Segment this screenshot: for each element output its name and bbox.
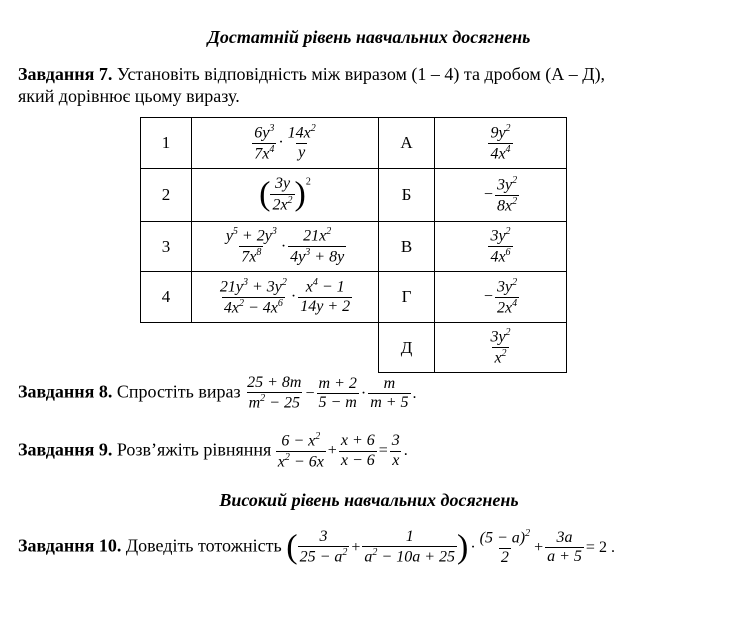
expression-2: ( $\frac{3y}{2x^2}$ )$^2$ (192, 169, 379, 222)
table-row (141, 118, 567, 169)
row-number: 2 (141, 169, 192, 222)
matching-table (140, 117, 567, 373)
task-9-label: Завдання 9. (18, 439, 113, 460)
answer-v: $\frac{3y^2}{4x^6}$ (435, 222, 567, 272)
table-row (141, 323, 567, 373)
expression-4: $\frac{21y^3 + 3y^2}{4x^2 - 4x^6}$ · $\frac{x^4 - 1}{14y + 2}$ (192, 272, 379, 323)
task-9-instruction: Розв’яжіть рівняння (116, 439, 272, 460)
table-row (141, 222, 567, 272)
task-7-instruction-line2: який дорівнює цьому виразу. (18, 86, 240, 106)
table-row (141, 272, 567, 323)
table-row (141, 169, 567, 222)
task-8-label: Завдання 8. (18, 381, 113, 402)
task-10-label: Завдання 10. (18, 535, 122, 556)
task-8: Завдання 8. Спростіть вираз $\frac{25 + 8m}{m^2 - 25}$ − $\frac{m + 2}{5 - m}$ · $\frac{m}{m + 5}$ . (18, 374, 417, 412)
row-number: 4 (141, 272, 192, 323)
task-7-instruction: Установіть відповідність між виразом (1 – 4) та дробом (А – Д), (116, 64, 606, 84)
task-10-instruction: Доведіть тотожність (125, 535, 282, 556)
answer-b: − $\frac{3y^2}{8x^2}$ (435, 169, 567, 222)
row-letter: В (379, 222, 435, 272)
row-number: 3 (141, 222, 192, 272)
task-7-label: Завдання 7. (18, 64, 113, 84)
answer-d: $\frac{3y^2}{x^2}$ (435, 323, 567, 373)
empty-cell (192, 323, 379, 373)
heading-high-level: Високий рівень навчальних досягнень (219, 490, 519, 510)
answer-a: $\frac{9y^2}{4x^4}$ (435, 118, 567, 169)
task-10: Завдання 10. Доведіть тотожність ( $\frac{3}{25 - a^2}$ + $\frac{1}{a^2 - 10a + 25}$ ) · $\frac{(5 - a)^2}{2}$ + $\frac{3a}{a + 5}$ = 2 . (18, 528, 615, 566)
task-8-instruction: Спростіть вираз (116, 381, 241, 402)
answer-g: − $\frac{3y^2}{2x^4}$ (435, 272, 567, 323)
row-letter: Д (379, 323, 435, 373)
row-letter: Г (379, 272, 435, 323)
row-letter: А (379, 118, 435, 169)
row-letter: Б (379, 169, 435, 222)
expression-3: $\frac{y^5 + 2y^3}{7x^8}$ · $\frac{21x^2}{4y^3 + 8y}$ (192, 222, 379, 272)
row-number: 1 (141, 118, 192, 169)
expression-1: $\frac{6y^3}{7x^4}$ · $\frac{14x^2}{y}$ (192, 118, 379, 169)
row-number (141, 323, 192, 373)
heading-sufficient-level: Достатній рівень навчальних досягнень (207, 27, 531, 47)
task-9: Завдання 9. Розв’яжіть рівняння $\frac{6 - x^2}{x^2 - 6x}$ + $\frac{x + 6}{x - 6}$ = $\frac{3}{x}$ . (18, 431, 408, 471)
task-7-text (18, 64, 605, 85)
